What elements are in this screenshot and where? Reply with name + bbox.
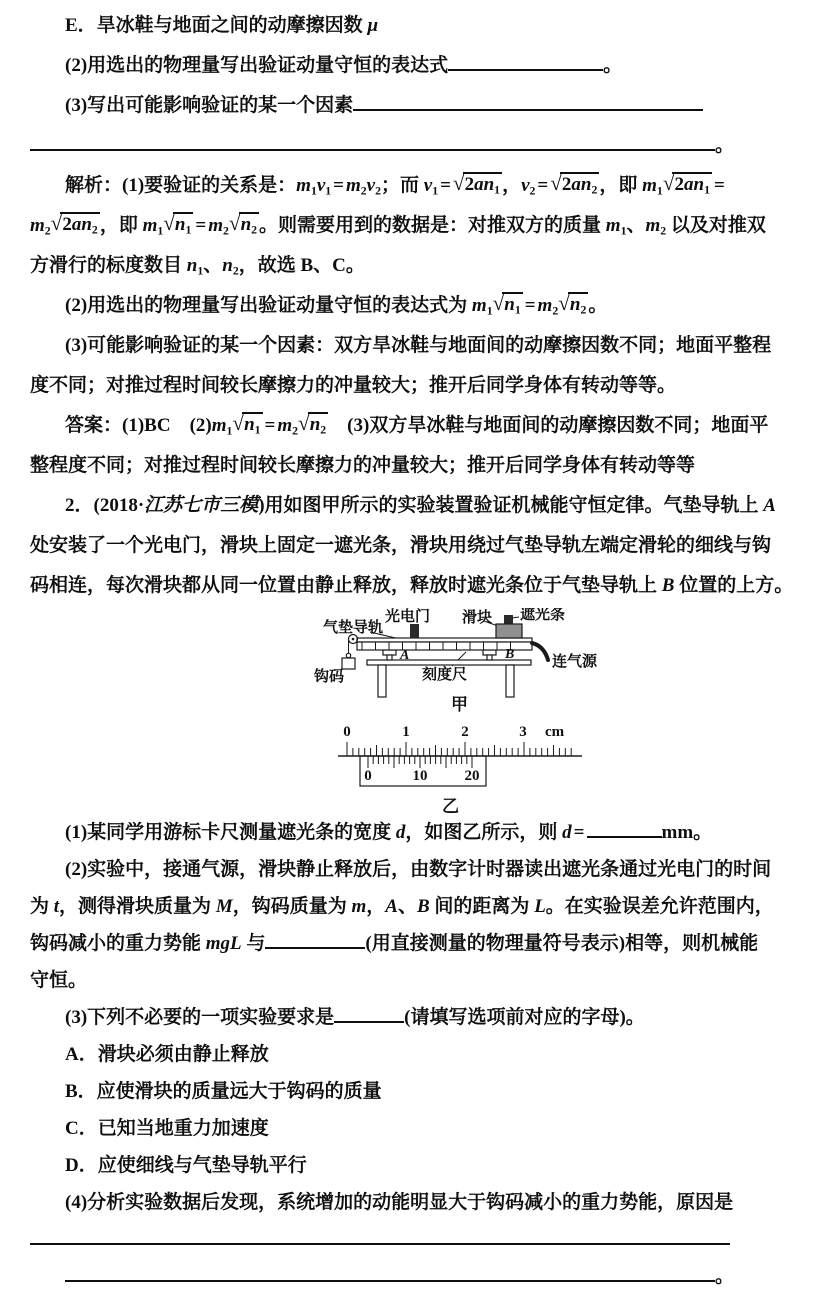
section-label: 答案：: [65, 415, 123, 436]
sqrt-expression: [663, 172, 712, 197]
text-seg: (3)双方旱冰鞋与地面间的动摩擦因数不同；地面平: [328, 415, 769, 436]
main-scale-3: 3: [519, 724, 527, 740]
text-seg: (4)分析实验数据后发现，系统增加的动能明显大于钩码减小的重力势能，原因是: [65, 1192, 734, 1213]
text-seg: 守恒。: [30, 970, 88, 991]
text-seg: 。: [715, 135, 735, 156]
text-seg: )用如图甲所示的实验装置验证机械能守恒定律。气垫导轨上: [258, 495, 764, 516]
text-seg: ；而: [381, 175, 424, 196]
text-block-bottom: [30, 814, 784, 1292]
text-seg: 间的距离为: [429, 896, 535, 917]
math-var: n: [174, 214, 186, 235]
answer-blank: [448, 50, 603, 71]
math-var: n: [222, 255, 233, 276]
math-var: m: [346, 175, 361, 196]
text-seg: A．滑块必须由静止释放: [65, 1044, 269, 1065]
math-sub: 2: [91, 223, 98, 237]
answer-blank: [265, 928, 365, 949]
q2-stem-line-3: [30, 566, 794, 606]
sqrt-body: [60, 212, 99, 237]
math-sub: 2: [360, 184, 367, 198]
figure-jia-caption: 甲: [451, 695, 468, 714]
text-seg: 。: [603, 55, 623, 76]
text-seg: ，即: [99, 215, 143, 236]
math-var: m: [351, 896, 367, 917]
text-seg: 为: [30, 896, 54, 917]
radical-sign: √: [298, 411, 310, 435]
q2-part2-line-2: [30, 888, 784, 925]
main-scale-2: 2: [461, 724, 469, 740]
math-sub: 2: [320, 423, 327, 437]
math-sub: 2: [591, 183, 598, 197]
text-seg: ，测得滑块质量为: [59, 896, 216, 917]
sqrt-body: [308, 412, 328, 437]
text-seg: (请填写选项前对应的字母)。: [404, 1007, 645, 1028]
text-seg: 。则需要用到的数据是：对推双方的质量: [259, 215, 606, 236]
sqrt-body: [568, 292, 588, 317]
math-var: an: [474, 174, 495, 195]
answer-blank: [65, 1261, 715, 1282]
shutter-strip-label: 遮光条: [520, 608, 566, 623]
math-sub: 2: [44, 224, 51, 238]
math-var: m: [471, 295, 487, 316]
math-var: m: [605, 215, 621, 236]
text-seg: (1)要验证的关系是：: [122, 175, 297, 196]
text-seg: 位置的上方。: [674, 575, 794, 596]
math-var: M: [215, 896, 233, 917]
q2-part2-line-1: [30, 851, 784, 888]
radical-sign: √: [550, 171, 562, 195]
sqrt-expression: [229, 212, 259, 237]
figure-yi-caption: 乙: [442, 797, 459, 814]
weight-block: [342, 658, 355, 669]
sqrt-body: [463, 172, 502, 197]
math-var: n: [186, 255, 198, 276]
math-var: an: [571, 174, 592, 195]
math-var: v: [366, 175, 376, 196]
daan-line-2: [30, 446, 784, 486]
air-tube: [532, 643, 548, 660]
equals-sign: =: [524, 295, 536, 316]
math-sub: 2: [375, 184, 381, 198]
sqrt-body: [502, 292, 522, 317]
text-seg: 处安装了一个光电门，滑块上固定一遮光条，滑块用绕过气垫导轨左端定滑轮的细线与钩: [30, 535, 772, 556]
text-seg: 度不同；对推过程时间较长摩擦力的冲量较大；推开后同学身体有转动等等。: [30, 375, 677, 396]
math-var: B: [661, 575, 675, 596]
text-seg: ，即: [599, 175, 643, 196]
sqrt-expression: [550, 172, 599, 197]
table-leg-right: [506, 665, 514, 697]
text-seg: 2: [62, 214, 72, 235]
main-scale-ticks: [347, 742, 571, 756]
answer-blank: [353, 90, 703, 111]
section-label: 解析：: [65, 175, 123, 196]
text-seg: 钩码减小的重力势能: [30, 933, 206, 954]
math-var: v: [423, 175, 433, 196]
q2-part4-blank2-line: [30, 1258, 784, 1292]
jiexi-line-3: [30, 246, 784, 286]
equals-sign: =: [333, 175, 344, 196]
jiexi-line-4: [30, 286, 784, 326]
weight-hook: [346, 653, 350, 657]
math-sub: 2: [660, 224, 667, 238]
pulley-axle: [352, 638, 355, 641]
math-var: n: [569, 294, 581, 315]
math-sub: 2: [529, 184, 536, 198]
math-var: n: [244, 414, 255, 435]
equals-sign: =: [537, 175, 549, 196]
text-seg: 2: [464, 174, 475, 195]
text-seg: 与: [241, 933, 266, 954]
text-seg: (3)下列不必要的一项实验要求是: [65, 1007, 335, 1028]
apparatus-diagram: [312, 608, 612, 714]
text-seg: ，: [502, 175, 522, 196]
math-sub: 1: [254, 423, 261, 437]
q2-part4-blank1-line: [30, 1221, 784, 1258]
radical-sign: √: [558, 291, 570, 315]
air-source-label: 连气源: [552, 654, 598, 670]
track-foot-left-stem: [387, 655, 392, 660]
answer-blank: [587, 817, 662, 838]
vernier-ticks: [368, 756, 472, 768]
math-var: an: [71, 214, 92, 235]
text-seg: (用直接测量的物理量符号表示)相等，则机械能: [365, 933, 759, 954]
math-sub: 1: [494, 183, 501, 197]
math-var: d: [395, 822, 406, 843]
math-var: B: [416, 896, 430, 917]
main-scale-1: 1: [402, 724, 410, 740]
math-var: m: [645, 215, 661, 236]
math-var: A: [385, 896, 398, 917]
math-sub: 1: [157, 224, 164, 238]
text-seg: 2: [561, 174, 572, 195]
math-sub: 1: [620, 224, 627, 238]
text-seg: (3)写出可能影响验证的某一个因素: [65, 95, 354, 116]
text-seg: 、: [397, 896, 417, 917]
q2-part2-line-3: [30, 925, 784, 962]
text-seg: 。: [588, 295, 608, 316]
radical-sign: √: [232, 411, 245, 435]
math-var: m: [208, 215, 223, 236]
text-seg: ，故选 B、C。: [238, 255, 365, 276]
sqrt-expression: [453, 172, 502, 197]
ruler-label: 刻度尺: [422, 667, 468, 683]
radical-sign: √: [163, 211, 175, 235]
jiexi-line-2: [30, 206, 784, 246]
answer-blank: [30, 1224, 730, 1245]
math-sub: 1: [197, 264, 204, 278]
text-seg: ，: [366, 896, 386, 917]
sqrt-body: [672, 172, 711, 197]
answer-blank: [334, 1002, 404, 1023]
math-var: mgL: [205, 933, 242, 954]
math-sub: 1: [310, 184, 317, 198]
option-e-line: [30, 6, 784, 46]
text-seg: (3)可能影响验证的某一个因素：双方旱冰鞋与地面间的动摩擦因数不同；地面平整程: [65, 335, 772, 356]
text-seg: 2．(2018·: [65, 495, 145, 516]
vernier-20: 20: [464, 768, 480, 784]
track-foot-right: [483, 650, 496, 655]
text-seg: 码相连，每次滑块都从同一位置由静止释放，释放时遮光条位于气垫导轨上: [30, 575, 662, 596]
q1-part3-line: [30, 86, 784, 126]
text-seg: (1)某同学用游标卡尺测量遮光条的宽度: [65, 822, 396, 843]
text-seg: 。: [715, 1266, 735, 1287]
math-var: t: [53, 896, 60, 917]
text-seg: E．旱冰鞋与地面之间的动摩擦因数: [65, 15, 368, 36]
math-var: m: [277, 415, 293, 436]
equals-sign: =: [264, 415, 276, 436]
equals-sign: =: [440, 175, 451, 196]
caliper-diagram: [330, 718, 595, 814]
weights-label: 钩码: [314, 669, 345, 685]
figure-yi-caliper: [330, 718, 595, 814]
math-var: an: [683, 174, 705, 195]
radical-sign: √: [228, 211, 241, 235]
math-sub: 1: [185, 223, 192, 237]
math-var: n: [240, 214, 252, 235]
main-scale-unit: cm: [545, 724, 565, 740]
radical-sign: √: [662, 171, 675, 195]
jiexi-line-5: [30, 326, 784, 366]
text-seg: 、: [626, 215, 646, 236]
sqrt-expression: [558, 292, 588, 317]
math-sub: 1: [514, 303, 521, 317]
position-a-label: A: [400, 648, 410, 663]
sqrt-expression: [163, 212, 193, 237]
strip-leader-line: [512, 617, 519, 618]
photogate-shape: [410, 624, 419, 638]
slider-shape: [496, 624, 522, 638]
math-sub: 1: [704, 183, 710, 197]
vernier-10: 10: [412, 768, 428, 784]
sqrt-expression: [493, 292, 523, 317]
math-sub: 1: [656, 184, 663, 198]
text-seg: (2)用选出的物理量写出验证动量守恒的表达式: [65, 55, 449, 76]
q2-part2-line-4: [30, 962, 784, 999]
option-b-line: [30, 1073, 784, 1110]
q1-part3-blank2-line: [30, 126, 784, 166]
vernier-0: 0: [364, 768, 372, 784]
math-sub: 2: [580, 303, 587, 317]
source-tag: 江苏七市三模: [144, 495, 259, 516]
math-var: A: [763, 495, 776, 516]
q2-stem-line-2: [30, 526, 784, 566]
text-seg: 整程度不同；对推过程时间较长摩擦力的冲量较大；推开后同学身体有转动等等: [30, 455, 696, 476]
math-var: L: [534, 896, 546, 917]
jiexi-line-1: [30, 166, 784, 206]
math-sub: 1: [325, 184, 332, 198]
text-seg: B．应使滑块的质量远大于钩码的质量: [65, 1081, 382, 1102]
sqrt-body: [173, 212, 193, 237]
text-seg: mm。: [661, 822, 713, 843]
math-sub: 2: [292, 424, 299, 438]
option-c-line: [30, 1110, 784, 1147]
math-var: d: [562, 822, 572, 843]
q2-part1-line: [30, 814, 784, 851]
text-seg: (2)实验中，接通气源，滑块静止释放后，由数字计时器读出遮光条通过光电门的时间: [65, 859, 772, 880]
math-var: n: [309, 414, 321, 435]
math-var: m: [537, 295, 553, 316]
radical-sign: √: [452, 171, 465, 195]
math-var: m: [142, 215, 158, 236]
table-leg-left: [378, 665, 386, 697]
math-var: m: [296, 175, 311, 196]
math-sub: 2: [232, 264, 239, 278]
text-seg: 、: [203, 255, 223, 276]
text-seg: 。在实验误差允许范围内，: [545, 896, 774, 917]
text-block-top: [30, 6, 794, 606]
q2-part3-line: [30, 999, 784, 1036]
radical-sign: √: [50, 211, 63, 235]
air-track-label: 气垫导轨: [323, 620, 384, 636]
sqrt-expression: [51, 212, 100, 237]
equals-sign: =: [713, 175, 725, 196]
math-sub: 2: [552, 304, 559, 318]
q1-part2-line: [30, 46, 784, 86]
math-var: m: [642, 175, 657, 196]
text-seg: D．应使细线与气垫导轨平行: [65, 1155, 307, 1176]
option-a-line: [30, 1036, 784, 1073]
math-sub: 1: [432, 184, 439, 198]
math-sub: 2: [251, 223, 258, 237]
math-var: v: [521, 175, 530, 196]
sqrt-body: [242, 412, 262, 437]
photogate-label: 光电门: [385, 609, 431, 625]
track-foot-left: [383, 650, 396, 655]
text-seg: (1)BC (2): [122, 415, 212, 436]
text-seg: C．已知当地重力加速度: [65, 1118, 269, 1139]
answer-blank: [30, 130, 715, 151]
math-sub: 2: [223, 224, 229, 238]
text-seg: ，钩码质量为: [232, 896, 352, 917]
text-seg: 2: [674, 174, 684, 195]
math-var: v: [316, 175, 326, 196]
option-d-line: [30, 1147, 784, 1184]
math-var: m: [30, 215, 45, 236]
q2-stem-line-1: [30, 486, 784, 526]
sqrt-expression: [298, 412, 328, 437]
track-foot-right-stem: [487, 655, 492, 660]
text-seg: (2)用选出的物理量写出验证动量守恒的表达式为: [65, 295, 472, 316]
daan-line-1: [30, 406, 784, 446]
text-seg: 以及对推双: [666, 215, 766, 236]
equals-sign: =: [195, 215, 207, 236]
jiexi-line-6: [30, 366, 784, 406]
sqrt-body: [560, 172, 599, 197]
math-sub: 1: [486, 304, 493, 318]
math-var: n: [504, 294, 515, 315]
math-sub: 1: [226, 424, 233, 438]
q2-part4-line: [30, 1184, 784, 1221]
position-b-label: B: [505, 647, 515, 662]
text-seg: ，如图乙所示，则: [405, 822, 563, 843]
text-seg: 方滑行的标度数目: [30, 255, 187, 276]
figure-jia-apparatus: [312, 608, 612, 714]
sqrt-body: [239, 212, 259, 237]
slider-label: 滑块: [462, 610, 493, 626]
math-var: μ: [367, 15, 379, 36]
math-var: m: [211, 415, 227, 436]
equals-sign: =: [573, 822, 585, 843]
main-scale-0: 0: [343, 724, 351, 740]
sqrt-expression: [232, 412, 262, 437]
radical-sign: √: [492, 291, 505, 315]
